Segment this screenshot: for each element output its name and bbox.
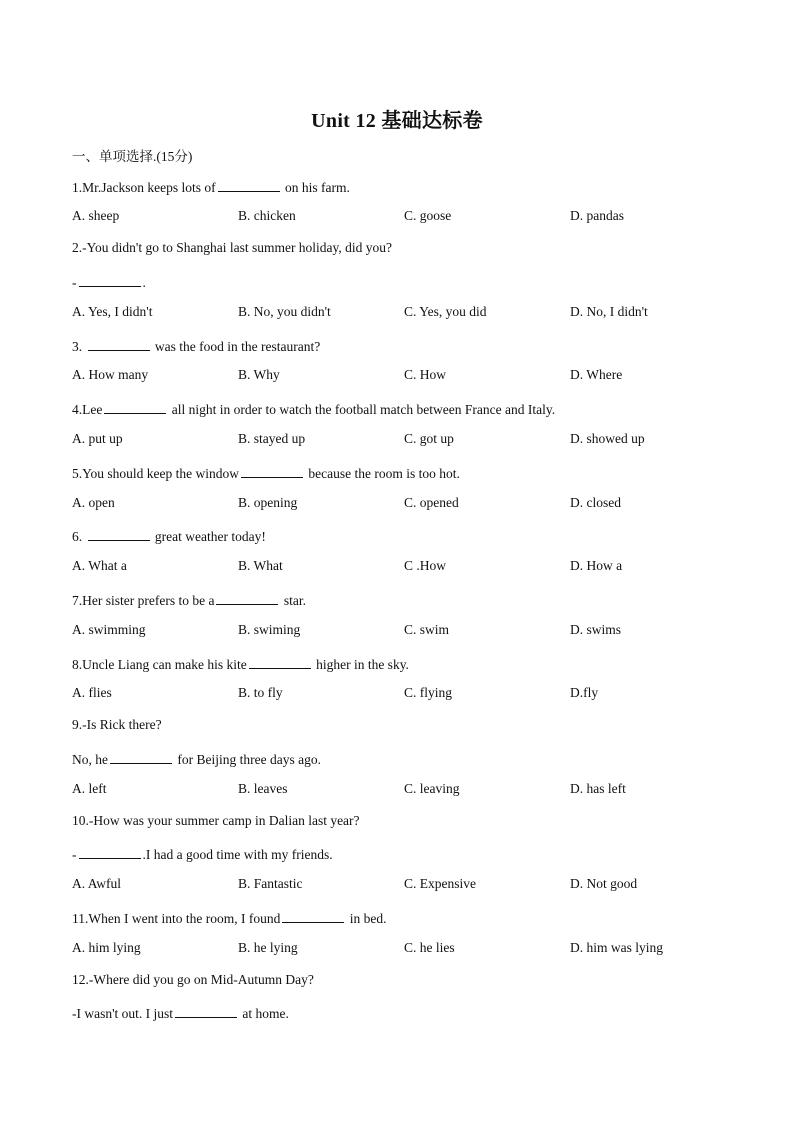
option-d: D. How a: [570, 558, 623, 573]
option-d: D. showed up: [570, 431, 645, 446]
options-2: [0, 304, 794, 322]
options-3: [0, 367, 794, 385]
question-9: 9.-Is Rick there?: [72, 717, 162, 732]
answer-blank: [88, 336, 150, 351]
options-10: [0, 876, 794, 894]
options-4: [0, 431, 794, 449]
option-d: D.fly: [570, 685, 599, 700]
option-d: D. has left: [570, 781, 626, 796]
options-6: [0, 558, 794, 576]
answer-blank: [79, 272, 141, 287]
option-c: C. got up: [404, 431, 454, 446]
option-a: A. left: [72, 781, 107, 796]
option-b: B. stayed up: [238, 431, 306, 446]
option-b: B. he lying: [238, 940, 298, 955]
question-5: 5.You should keep the window because the room is too hot.: [72, 463, 460, 482]
answer-blank: [241, 463, 303, 478]
question-9-reply: No, he for Beijing three days ago.: [72, 749, 321, 768]
option-a: A. put up: [72, 431, 123, 446]
question-11: 11.When I went into the room, I found in bed.: [72, 908, 386, 927]
answer-blank: [218, 177, 280, 192]
options-9: [0, 781, 794, 799]
option-d: D. Where: [570, 367, 623, 382]
question-12: 12.-Where did you go on Mid-Autumn Day?: [72, 972, 314, 987]
option-c: C. he lies: [404, 940, 455, 955]
option-b: B. chicken: [238, 208, 296, 223]
option-b: B. No, you didn't: [238, 304, 331, 319]
question-10: 10.-How was your summer camp in Dalian last year?: [72, 813, 360, 828]
question-10-reply: - .I had a good time with my friends.: [72, 844, 333, 863]
option-a: A. him lying: [72, 940, 141, 955]
answer-blank: [175, 1003, 237, 1018]
option-a: A. How many: [72, 367, 149, 382]
option-c: C. goose: [404, 208, 452, 223]
answer-blank: [79, 844, 141, 859]
option-c: C. swim: [404, 622, 450, 637]
answer-blank: [104, 399, 166, 414]
question-8: 8.Uncle Liang can make his kite higher in the sky.: [72, 654, 409, 673]
question-3: 3. was the food in the restaurant?: [72, 336, 320, 355]
answer-blank: [216, 590, 278, 605]
option-d: D. closed: [570, 495, 621, 510]
option-d: D. Not good: [570, 876, 638, 891]
option-c: C. How: [404, 367, 447, 382]
question-2: 2.-You didn't go to Shanghai last summer holiday, did you?: [72, 240, 393, 255]
answer-blank: [249, 654, 311, 669]
option-d: D. him was lying: [570, 940, 663, 955]
answer-blank: [282, 908, 344, 923]
question-4: 4.Lee all night in order to watch the football match between France and Italy.: [72, 399, 555, 418]
option-c: C .How: [404, 558, 447, 573]
option-a: A. swimming: [72, 622, 146, 637]
option-b: B. Why: [238, 367, 280, 382]
options-5: [0, 495, 794, 513]
option-c: C. Yes, you did: [404, 304, 487, 319]
option-b: B. What: [238, 558, 283, 573]
options-1: [0, 208, 794, 226]
option-b: B. to fly: [238, 685, 283, 700]
answer-blank: [110, 749, 172, 764]
option-b: B. Fantastic: [238, 876, 303, 891]
option-a: A. flies: [72, 685, 112, 700]
option-d: D. No, I didn't: [570, 304, 648, 319]
option-d: D. pandas: [570, 208, 624, 223]
option-c: C. opened: [404, 495, 459, 510]
option-a: A. open: [72, 495, 115, 510]
question-6: 6. great weather today!: [72, 526, 266, 545]
answer-blank: [88, 526, 150, 541]
option-b: B. opening: [238, 495, 298, 510]
option-a: A. Yes, I didn't: [72, 304, 153, 319]
section-heading: 一、单项选择.(15分): [72, 149, 193, 164]
option-b: B. leaves: [238, 781, 288, 796]
option-c: C. leaving: [404, 781, 460, 796]
question-7: 7.Her sister prefers to be a star.: [72, 590, 306, 609]
page-title: Unit 12 基础达标卷: [311, 110, 483, 132]
option-c: C. flying: [404, 685, 453, 700]
option-d: D. swims: [570, 622, 622, 637]
option-b: B. swiming: [238, 622, 301, 637]
option-a: A. What a: [72, 558, 127, 573]
question-1: 1.Mr.Jackson keeps lots of on his farm.: [72, 177, 350, 196]
options-8: [0, 685, 794, 703]
option-a: A. sheep: [72, 208, 120, 223]
question-2-reply: - .: [72, 272, 146, 291]
options-7: [0, 622, 794, 640]
option-c: C. Expensive: [404, 876, 476, 891]
option-a: A. Awful: [72, 876, 122, 891]
options-11: [0, 940, 794, 958]
question-12-reply: -I wasn't out. I just at home.: [72, 1003, 289, 1022]
